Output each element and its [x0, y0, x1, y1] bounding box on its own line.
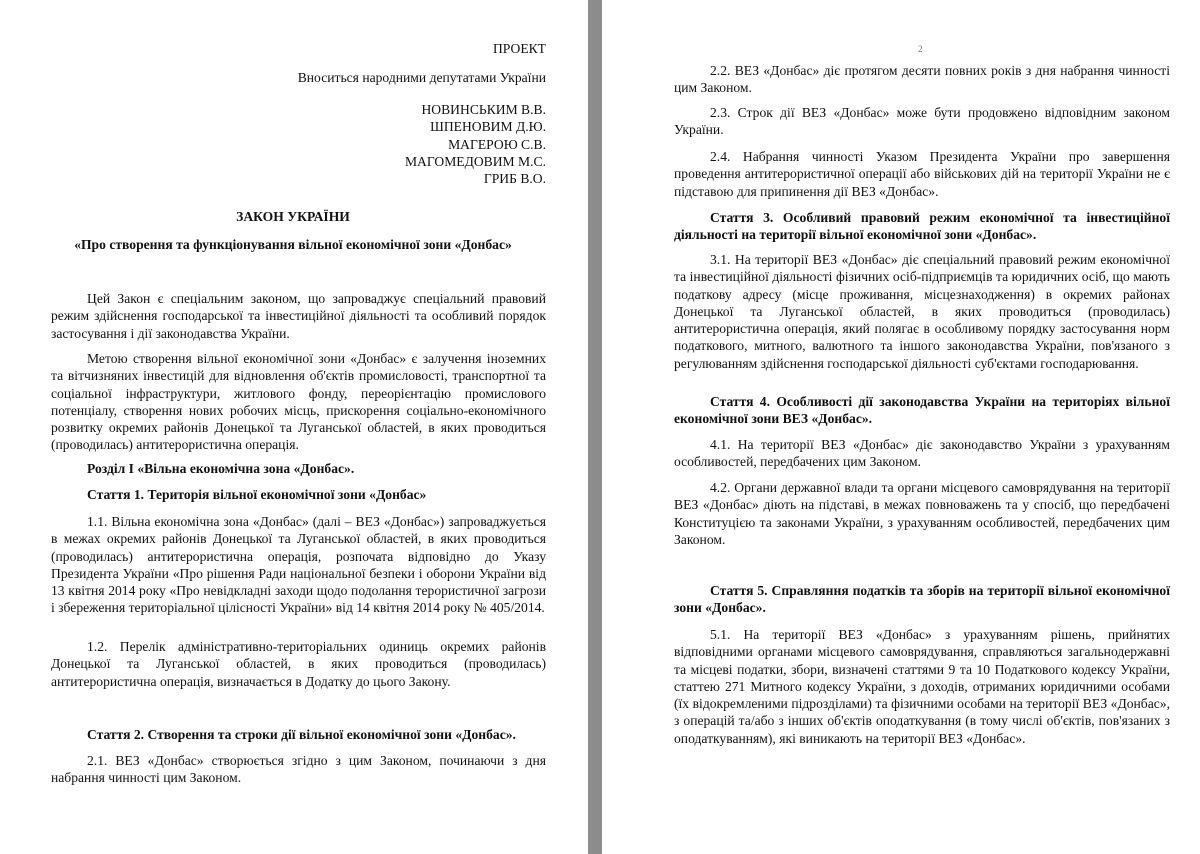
section-1-heading: Розділ I «Вільна економічна зона «Донбас».	[87, 461, 355, 476]
law-title: ЗАКОН УКРАЇНИ	[236, 209, 350, 224]
article-3-heading: Стаття 3. Особливий правовий режим економічної та інвестиційної діяльності на території вільної економічної зони «Донбас».	[674, 210, 1170, 243]
preamble-paragraph-1: Цей Закон є спеціальним законом, що запроваджує спеціальний правовий режим здійснення господарської та інвестиційної діяльності та особливий порядок застосування і дії законодавства України.	[51, 291, 546, 341]
article-2-heading: Стаття 2. Створення та строки дії вільної економічної зони «Донбас».	[87, 727, 516, 742]
deputy-name: НОВИНСЬКИМ В.В.	[421, 102, 546, 117]
article-1-1: 1.1. Вільна економічна зона «Донбас» (далі – ВЕЗ «Донбас») запроваджується в межах окремих районів Донецької та Луганської областей, в яких проводиться (проводилась) антитерористична операція, розпочата відповідно до Указу Президента України «Про рішення Ради національної безпеки і оборони України від 13 квітня 2014 року «Про невідкладні заходи щодо подолання терористичної загрози і збереження територіальної цілісності України» від 14 квітня 2014 року № 405/2014.	[51, 514, 546, 616]
deputies-list	[300, 101, 546, 187]
preamble-paragraph-2: Метою створення вільної економічної зони «Донбас» є залучення іноземних та вітчизняних інвестицій для відновлення об'єктів промисловості, транспортної та соціальної інфраструктури, житлового фонду, переорієнтацію промислового потенціалу, створення нових робочих місць, прискорення соціально-економічного розвитку окремих районів Донецької та Луганської областей, в яких проводиться (проводилась) антитерористична операція.	[51, 351, 546, 453]
page-1	[0, 0, 588, 854]
article-5-1: 5.1. На території ВЕЗ «Донбас» з урахуванням рішень, прийнятих відповідними органами місцевого самоврядування, справляються загальнодержавні та місцеві податки, збори, визначені статтями 9 та 10 Податкового кодексу України, статтею 271 Митного кодексу України, з доходів, отриманих юридичними особами (їх відокремленими підрозділами) та фізичними особами на території ВЕЗ «Донбас», з операцій та/або з інших об'єктів оподаткування (в тому числі об'єктів, пов'язаних з оподаткуванням), які виникають на території ВЕЗ «Донбас».	[674, 627, 1170, 746]
article-2-1: 2.1. ВЕЗ «Донбас» створюється згідно з цим Законом, починаючи з дня набрання чинності цим Законом.	[51, 753, 546, 786]
article-4-heading: Стаття 4. Особливості дії законодавства України на територіях вільної економічної зони ВЕЗ «Донбас».	[674, 394, 1170, 427]
article-2-4: 2.4. Набрання чинності Указом Президента України про завершення проведення антитерористичної операції або військових дій на території України не є підставою для припинення дії ВЕЗ «Донбас».	[674, 149, 1170, 199]
article-3-1: 3.1. На території ВЕЗ «Донбас» діє спеціальний правовий режим економічної та інвестиційної діяльності фізичних осіб-підприємців та юридичних осіб, що мають податкову адресу (місце проживання, місцезнаходження) в окремих районах Донецької та Луганської областей, в яких проводиться (проводилась) антитерористична операція, який полягає в особливому порядку застосування норм податкового, митного, валютного та іншого законодавства України, пов'язаного з регулюванням здійснення господарської діяльності суб'єктами господарювання.	[674, 252, 1170, 371]
article-2-3: 2.3. Строк дії ВЕЗ «Донбас» може бути продовжено відповідним законом України.	[674, 105, 1170, 138]
page-gutter	[588, 0, 602, 854]
article-1-2: 1.2. Перелік адміністративно-територіальних одиниць окремих районів Донецької та Луганської областей, в яких проводиться (проводилась) антитерористична операція, визначається в Додатку до цього Закону.	[51, 639, 546, 689]
article-1-heading: Стаття 1. Територія вільної економічної зони «Донбас»	[87, 487, 427, 502]
article-5-heading: Стаття 5. Справляння податків та зборів на території вільної економічної зони «Донбас».	[674, 583, 1170, 616]
draft-stamp: ПРОЕКТ	[492, 41, 546, 56]
article-4-1: 4.1. На території ВЕЗ «Донбас» діє законодавство України з урахуванням особливостей, передбачених цим Законом.	[674, 437, 1170, 470]
deputy-name: ГРИБ В.О.	[483, 171, 546, 187]
article-2-2: 2.2. ВЕЗ «Донбас» діє протягом десяти повних років з дня набрання чинності цим Законом.	[674, 63, 1170, 96]
page-2	[602, 0, 1200, 854]
submitted-by: Вноситься народними депутатами України	[297, 70, 546, 85]
deputy-name: ШПЕНОВИМ Д.Ю.	[430, 119, 546, 135]
deputy-name: МАГЕРОЮ С.В.	[448, 136, 546, 152]
deputy-name: МАГОМЕДОВИМ М.С.	[404, 153, 546, 169]
article-4-2: 4.2. Органи державної влади та органи місцевого самоврядування на території ВЕЗ «Донбас» діють на підставі, в межах повноважень та у спосіб, що передбачені Конституцією та законами України, з урахуванням особливостей, передбачених цим Законом.	[674, 480, 1170, 547]
page-number: 2	[918, 44, 923, 54]
law-subtitle: «Про створення та функціонування вільної економічної зони «Донбас»	[74, 237, 512, 252]
